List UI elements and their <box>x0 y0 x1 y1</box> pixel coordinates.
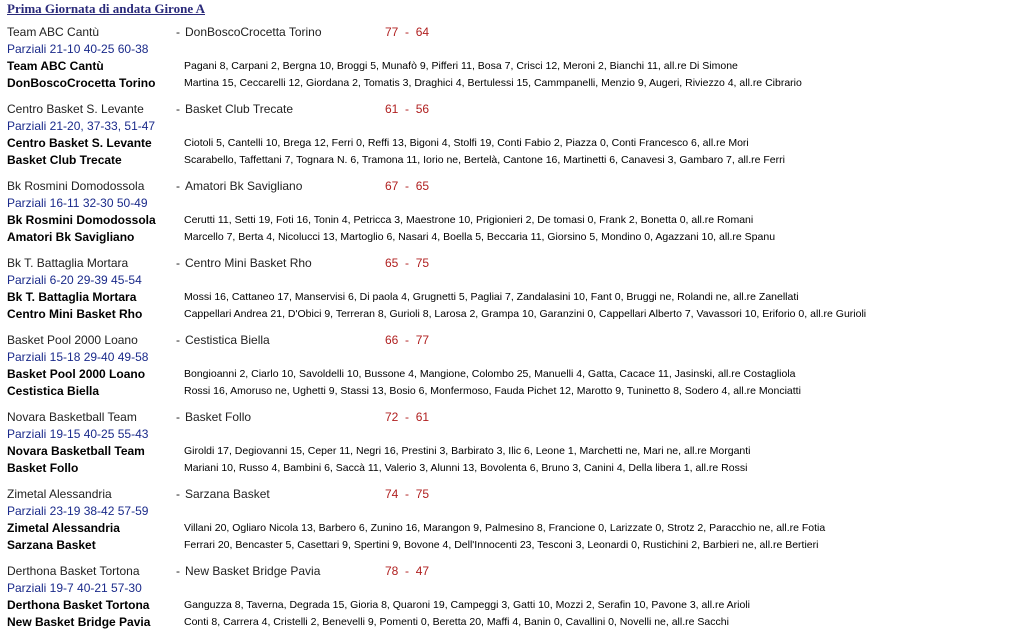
score-separator: - <box>398 487 416 501</box>
separator-dash: - <box>176 487 180 501</box>
home-team-name: Zimetal Alessandria <box>7 487 112 501</box>
home-team-name: Novara Basketball Team <box>7 410 137 424</box>
final-score <box>385 24 429 40</box>
home-score: 78 <box>385 564 399 578</box>
home-team-label: Bk Rosmini Domodossola <box>7 213 156 227</box>
home-players: Mossi 16, Cattaneo 17, Manservisi 6, Di paola 4, Grugnetti 5, Pagliai 7, Zandalasini 10, Fant 0, Bruggi ne, Rolandi ne, all.re Zanellati <box>184 291 799 303</box>
quarter-partials: Parziali 21-20, 37-33, 51-47 <box>7 119 156 133</box>
separator-dash: - <box>176 564 180 578</box>
home-team-label: Zimetal Alessandria <box>7 521 120 535</box>
away-players: Martina 15, Ceccarelli 12, Giordana 2, Tomatis 3, Draghici 4, Bertulessi 15, Cammpanelli, Menzio 9, Augeri, Riviezzo 4, all.re Cibrario <box>184 77 802 89</box>
quarter-partials: Parziali 6-20 29-39 45-54 <box>7 273 142 287</box>
away-team-name: Centro Mini Basket Rho <box>185 256 312 270</box>
away-score: 47 <box>415 564 430 578</box>
home-players: Villani 20, Ogliaro Nicola 13, Barbero 6, Zunino 16, Marangon 9, Palmesino 8, Francione 0, Larizzate 0, Strotz 2, Paracchio ne, all.re Fotia <box>184 522 826 534</box>
away-team-label: Centro Mini Basket Rho <box>7 307 143 321</box>
home-players: Bongioanni 2, Ciarlo 10, Savoldelli 10, Bussone 4, Mangione, Colombo 25, Manuelli 4, Gatta, Cacace 11, Jasinski, all.re Costagliola <box>184 368 796 380</box>
away-players: Mariani 10, Russo 4, Bambini 6, Saccà 11, Valerio 3, Alunni 13, Bovolenta 6, Bruno 3, Canini 4, Della libera 1, all.re Rossi <box>184 462 748 474</box>
home-score: 65 <box>385 256 399 270</box>
score-separator: - <box>398 564 416 578</box>
score-separator: - <box>398 25 416 39</box>
home-team-name: Bk Rosmini Domodossola <box>7 179 145 193</box>
home-team-name: Centro Basket S. Levante <box>7 102 144 116</box>
final-score <box>385 255 429 271</box>
home-team-name: Team ABC Cantù <box>7 25 100 39</box>
page-title: Prima Giornata di andata Girone A <box>7 1 206 16</box>
away-team-name: DonBoscoCrocetta Torino <box>185 25 322 39</box>
home-score: 77 <box>385 25 399 39</box>
away-score: 75 <box>415 256 430 270</box>
home-team-label: Basket Pool 2000 Loano <box>7 367 146 381</box>
home-score: 67 <box>385 179 399 193</box>
away-team-label: Cestistica Biella <box>7 384 100 398</box>
game-block <box>0 563 1014 640</box>
away-team-name: Sarzana Basket <box>185 487 270 501</box>
away-team-label: Sarzana Basket <box>7 538 96 552</box>
away-players: Ferrari 20, Bencaster 5, Casettari 9, Spertini 9, Bovone 4, Dell'Innocenti 23, Tesconi 3, Leonardi 0, Rustichini 2, Barbieri ne, all.re Bertieri <box>184 539 819 551</box>
game-block <box>0 24 1014 101</box>
home-score: 72 <box>385 410 399 424</box>
quarter-partials: Parziali 23-19 38-42 57-59 <box>7 504 149 518</box>
home-team-name: Bk T. Battaglia Mortara <box>7 256 129 270</box>
away-players: Conti 8, Carrera 4, Cristelli 2, Benevelli 9, Pomenti 0, Beretta 20, Maffi 4, Banin 0, Cavallini 0, Novelli ne, all.re Sacchi <box>184 616 729 628</box>
score-separator: - <box>398 333 416 347</box>
home-players: Cerutti 11, Setti 19, Foti 16, Tonin 4, Petricca 3, Maestrone 10, Prigionieri 2, De tomasi 0, Frank 2, Bonetta 0, all.re Romani <box>184 214 754 226</box>
quarter-partials: Parziali 16-11 32-30 50-49 <box>7 196 148 210</box>
score-separator: - <box>398 102 416 116</box>
home-score: 61 <box>385 102 399 116</box>
home-team-name: Derthona Basket Tortona <box>7 564 140 578</box>
away-team-label: New Basket Bridge Pavia <box>7 615 151 629</box>
home-team-label: Derthona Basket Tortona <box>7 598 150 612</box>
away-team-label: Basket Follo <box>7 461 79 475</box>
away-score: 75 <box>415 487 430 501</box>
away-score: 77 <box>415 333 430 347</box>
quarter-partials: Parziali 19-7 40-21 57-30 <box>7 581 142 595</box>
away-team-name: Amatori Bk Savigliano <box>185 179 303 193</box>
away-score: 61 <box>415 410 430 424</box>
away-players: Cappellari Andrea 21, D'Obici 9, Terreran 8, Gurioli 8, Larosa 2, Grampa 10, Garanzini 0, Cappellari Alberto 7, Vavassori 10, Eriforio 0, all.re Gurioli <box>184 308 867 320</box>
away-team-label: Basket Club Trecate <box>7 153 122 167</box>
separator-dash: - <box>176 256 180 270</box>
home-players: Ganguzza 8, Taverna, Degrada 15, Gioria 8, Quaroni 19, Campeggi 3, Gatti 10, Mozzi 2, Serafin 10, Pavone 3, all.re Arioli <box>184 599 750 611</box>
away-score: 64 <box>415 25 430 39</box>
away-players: Scarabello, Taffettani 7, Tognara N. 6, Tramona 11, Iorio ne, Bertelà, Cantone 16, Martinetti 6, Canavesi 3, Gambaro 7, all.re Ferri <box>184 154 785 166</box>
home-players: Pagani 8, Carpani 2, Bergna 10, Broggi 5, Munafò 9, Pifferi 11, Bosa 7, Crisci 12, Meroni 2, Bianchi 11, all.re Di Simone <box>184 60 738 72</box>
away-team-name: Basket Follo <box>185 410 252 424</box>
score-separator: - <box>398 410 416 424</box>
quarter-partials: Parziali 19-15 40-25 55-43 <box>7 427 149 441</box>
game-block <box>0 409 1014 486</box>
away-score: 65 <box>415 179 430 193</box>
game-block <box>0 486 1014 563</box>
home-team-label: Team ABC Cantù <box>7 59 104 73</box>
away-team-name: New Basket Bridge Pavia <box>185 564 321 578</box>
home-score: 66 <box>385 333 399 347</box>
home-team-label: Novara Basketball Team <box>7 444 145 458</box>
home-team-label: Centro Basket S. Levante <box>7 136 152 150</box>
final-score <box>385 486 429 502</box>
final-score <box>385 409 429 425</box>
home-players: Ciotoli 5, Cantelli 10, Brega 12, Ferri 0, Reffi 13, Bigoni 4, Stolfi 19, Conti Fabio 2, Piazza 0, Conti Francesco 6, all.re Mori <box>184 137 749 149</box>
away-players: Marcello 7, Berta 4, Nicolucci 13, Martoglio 6, Nasari 4, Boella 5, Beccaria 11, Giorsino 5, Mondino 0, Agazzani 10, all.re Spanu <box>184 231 776 243</box>
home-players: Giroldi 17, Degiovanni 15, Ceper 11, Negri 16, Prestini 3, Barbirato 3, Ilic 6, Leone 1, Marchetti ne, Mari ne, all.re Morganti <box>184 445 751 457</box>
score-separator: - <box>398 256 416 270</box>
away-team-label: DonBoscoCrocetta Torino <box>7 76 156 90</box>
final-score <box>385 332 429 348</box>
away-team-label: Amatori Bk Savigliano <box>7 230 135 244</box>
game-block <box>0 101 1014 178</box>
home-team-label: Bk T. Battaglia Mortara <box>7 290 137 304</box>
away-team-name: Cestistica Biella <box>185 333 270 347</box>
final-score <box>385 563 429 579</box>
score-separator: - <box>398 179 416 193</box>
away-score: 56 <box>415 102 430 116</box>
game-block <box>0 178 1014 255</box>
final-score <box>385 178 429 194</box>
final-score <box>385 101 429 117</box>
game-block <box>0 255 1014 332</box>
separator-dash: - <box>176 410 180 424</box>
separator-dash: - <box>176 102 180 116</box>
quarter-partials: Parziali 15-18 29-40 49-58 <box>7 350 149 364</box>
game-block <box>0 332 1014 409</box>
separator-dash: - <box>176 25 180 39</box>
away-players: Rossi 16, Amoruso ne, Ughetti 9, Stassi 13, Bosio 6, Monfermoso, Fauda Pichet 12, Marotto 9, Tuninetto 8, Sodero 4, all.re Monciatti <box>184 385 801 397</box>
separator-dash: - <box>176 333 180 347</box>
away-team-name: Basket Club Trecate <box>185 102 294 116</box>
home-team-name: Basket Pool 2000 Loano <box>7 333 138 347</box>
home-score: 74 <box>385 487 399 501</box>
quarter-partials: Parziali 21-10 40-25 60-38 <box>7 42 149 56</box>
separator-dash: - <box>176 179 180 193</box>
